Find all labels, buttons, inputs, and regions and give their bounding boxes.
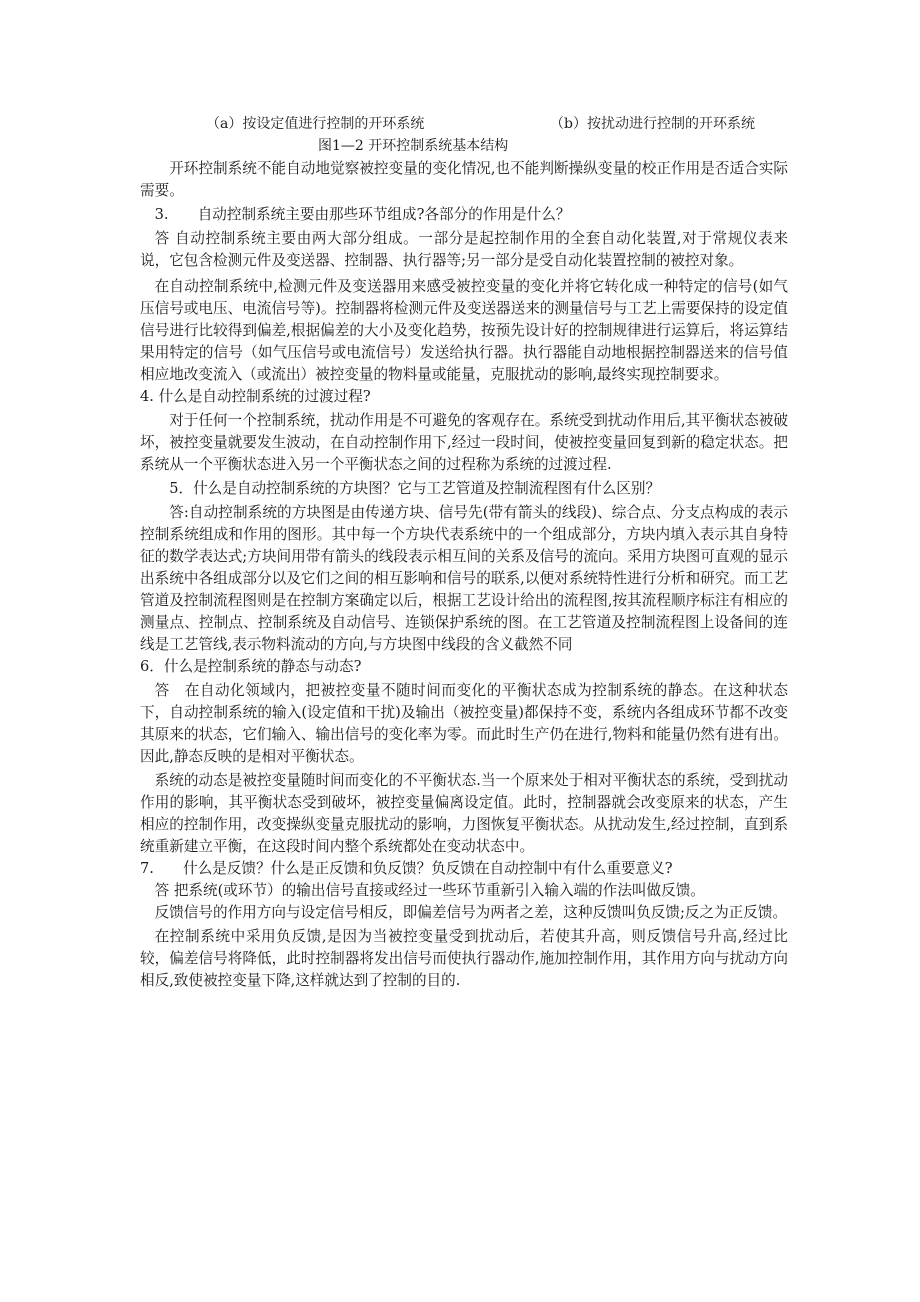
paragraph: 在控制系统中采用负反馈,是因为当被控变量受到扰动后，若使其升高，则反馈信号升高,经过比较，偏差信号将降低，此时控制器将发出信号而使执行器动作,施加控制作用，其作用方向与扰动方向相反,致使被控变量下降,这样就达到了控制的目的. — [140, 928, 788, 989]
paragraph: 开环控制系统不能自动地觉察被控变量的变化情况,也不能判断操纵变量的校正作用是否适合实际需要。 — [140, 160, 788, 199]
paragraph: 在自动控制系统中,检测元件及变送器用来感受被控变量的变化并将它转化成一种特定的信号(如气压信号或电压、电流信号等)。控制器将检测元件及变送器送来的测量信号与工艺上需要保持的设定值信号进行比较得到偏差,根据偏差的大小及变化趋势，按预先设计好的控制规律进行运算后，将运算结果用特定的信号（如气压信号或电流信号）发送给执行器。执行器能自动地根据控制器送来的信号值相应地改变流入（或流出）被控变量的物料量或能量，克服扰动的影响,最终实现控制要求。 — [140, 278, 788, 383]
figure-caption-b: （b）按扰动进行控制的开环系统 — [550, 116, 755, 132]
question-heading: 4. 什么是自动控制系统的过渡过程? — [140, 388, 371, 405]
answer-paragraph: 对于任何一个控制系统，扰动作用是不可避免的客观存在。系统受到扰动作用后,其平衡状态被破坏，被控变量就要发生波动，在自动控制作用下,经过一段时间，使被控变量回复到新的稳定状态。把系统从一个平衡状态进入另一个平衡状态之间的过程称为系统的过渡过程. — [140, 412, 788, 473]
question-heading: 3. 自动控制系统主要由那些环节组成?各部分的作用是什么？ — [154, 206, 571, 223]
paragraph: 反馈信号的作用方向与设定信号相反，即偏差信号为两者之差，这种反馈叫负反馈;反之为正反馈。 — [154, 904, 788, 921]
figure-title: 图1—2 开环控制系统基本结构 — [318, 138, 509, 154]
figure-caption-a: （a）按设定值进行控制的开环系统 — [206, 116, 425, 132]
answer-paragraph: 答 自动控制系统主要由两大部分组成。一部分是起控制作用的全套自动化装置,对于常规仪表来说，它包含检测元件及变送器、控制器、执行器等;另一部分是受自动化装置控制的被控对象。 — [140, 230, 788, 269]
answer-paragraph: 答:自动控制系统的方块图是由传递方块、信号先(带有箭头的线段)、综合点、分支点构成的表示控制系统组成和作用的图形。其中每一个方块代表系统中的一个组成部分，方块内填入表示其自身特征的数学表达式;方块间用带有箭头的线段表示相互间的关系及信号的流向。采用方块图可直观的显示出系统中各组成部分以及它们之间的相互影响和信号的联系,以便对系统特性进行分析和研究。而工艺管道及控制流程图则是在控制方案确定以后，根据工艺设计给出的流程图,按其流程顺序标注有相应的测量点、控制点、控制系统及自动信号、连锁保护系统的图。在工艺管道及控制流程图上设备间的连线是工艺管线,表示物料流动的方向,与方块图中线段的含义截然不同 — [140, 504, 788, 653]
answer-paragraph: 答 把系统(或环节）的输出信号直接或经过一些环节重新引入输入端的作法叫做反馈。 — [154, 882, 705, 899]
document-body — [140, 158, 788, 992]
question-heading: 6．什么是控制系统的静态与动态? — [140, 658, 362, 675]
question-heading: 5．什么是自动控制系统的方块图？它与工艺管道及控制流程图有什么区别？ — [169, 480, 661, 497]
question-heading: 7. 什么是反馈？什么是正反馈和负反馈？负反馈在自动控制中有什么重要意义? — [140, 860, 673, 877]
answer-paragraph: 答 在自动化领域内，把被控变量不随时间而变化的平衡状态成为控制系统的静态。在这种状态下，自动控制系统的输入(设定值和干扰)及输出（被控变量)都保持不变，系统内各组成环节都不改变其原来的状态，它们输入、输出信号的变化率为零。而此时生产仍在进行,物料和能量仍然有进有出。因此,静态反映的是相对平衡状态。 — [140, 682, 788, 765]
paragraph: 系统的动态是被控变量随时间而变化的不平衡状态.当一个原来处于相对平衡状态的系统，受到扰动作用的影响，其平衡状态受到破坏，被控变量偏离设定值。此时，控制器就会改变原来的状态，产生相应的控制作用，改变操纵变量克服扰动的影响，力图恢复平衡状态。从扰动发生,经过控制，直到系统重新建立平衡，在这段时间内整个系统都处在变动状态中。 — [140, 772, 788, 855]
